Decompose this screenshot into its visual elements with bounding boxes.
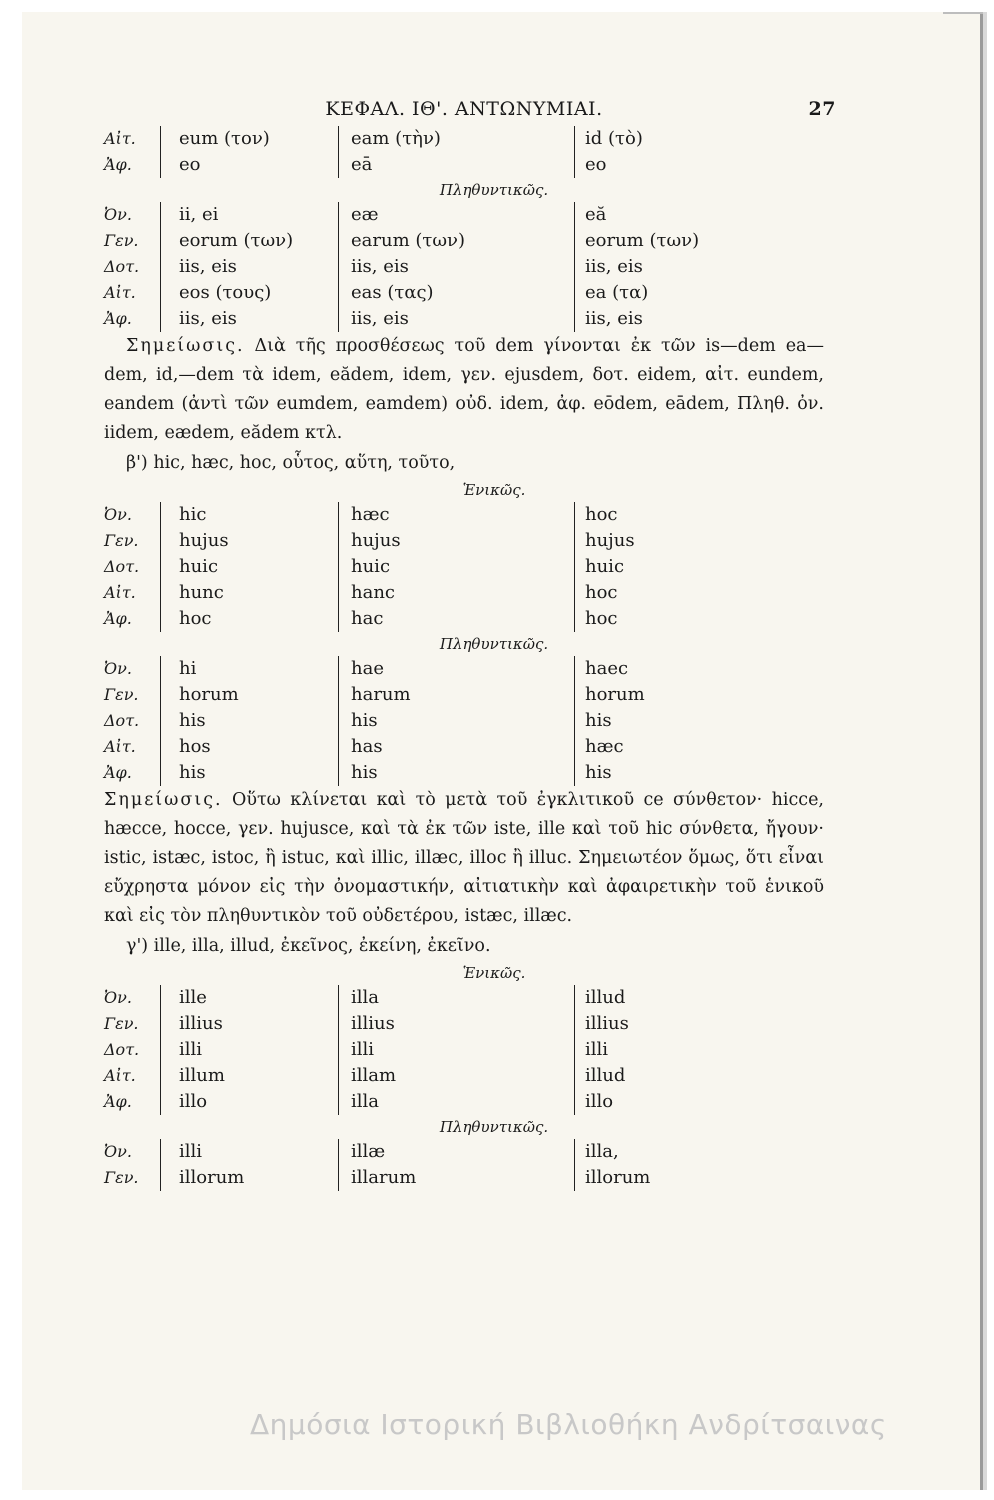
case-label: Ὀν.	[104, 205, 132, 224]
neuter-form: illud	[574, 985, 794, 1011]
feminine-form: hae	[338, 656, 574, 682]
masculine-form: huic	[160, 554, 338, 580]
case-label: Αἰτ.	[104, 737, 136, 756]
neuter-form: eă	[574, 202, 794, 228]
note-text: Οὕτω κλίνεται καὶ τὸ μετὰ τοῦ ἐγκλιτικοῦ ce σύνθετον· hicce, hæcce, hocce, γεν. hujusce, καὶ τὰ ἐκ τῶν iste, ille καὶ τοῦ hic σύνθετα, ἤγουν· istic, istæc, istoc, ἢ istuc, καὶ illic, illæc, illoc ἢ illuc. Σημειωτέον ὅμως, ὅτι εἶναι εὔχρηστα μόνον εἰς τὴν ὀνομαστικήν, αἰτιατικὴν καὶ ἀφαιρετικὴν τοῦ ἑνικοῦ καὶ εἰς τὸν πληθυντικὸν τοῦ οὐδετέρου, istæc, illæc.	[104, 790, 824, 926]
masculine-form: ille	[160, 985, 338, 1011]
masculine-form: hos	[160, 734, 338, 760]
table-row	[104, 554, 824, 580]
masculine-form: illi	[160, 1037, 338, 1063]
feminine-form: illi	[338, 1037, 574, 1063]
neuter-form: hoc	[574, 580, 794, 606]
table-row	[104, 254, 824, 280]
feminine-form: eas (τας)	[338, 280, 574, 306]
case-label: Αἰτ.	[104, 283, 136, 302]
feminine-form: hæc	[338, 502, 574, 528]
neuter-form: hujus	[574, 528, 794, 554]
masculine-form: ii, ei	[160, 202, 338, 228]
feminine-form: hanc	[338, 580, 574, 606]
note-label: Σημείωσις.	[126, 336, 245, 356]
table-row	[104, 985, 824, 1011]
case-label: Ἀφ.	[104, 155, 132, 174]
feminine-form: earum (των)	[338, 228, 574, 254]
table-row	[104, 280, 824, 306]
neuter-form: his	[574, 760, 794, 786]
feminine-form: his	[338, 708, 574, 734]
case-label: Ὀν.	[104, 988, 132, 1007]
masculine-form: illius	[160, 1011, 338, 1037]
case-label: Γεν.	[104, 1168, 139, 1187]
masculine-form: eum (τον)	[160, 126, 338, 152]
neuter-form: illi	[574, 1037, 794, 1063]
case-label: Ἀφ.	[104, 309, 132, 328]
masculine-form: illo	[160, 1089, 338, 1115]
neuter-form: iis, eis	[574, 254, 794, 280]
masculine-form: hunc	[160, 580, 338, 606]
case-label: Δοτ.	[104, 257, 140, 276]
declension-table-hic-plural	[104, 656, 824, 786]
declension-table-is-plural	[104, 202, 824, 332]
page-corner	[943, 12, 983, 54]
neuter-form: illo	[574, 1089, 794, 1115]
book-page	[22, 12, 983, 1490]
feminine-form: eam (τὴν)	[338, 126, 574, 152]
masculine-form: hoc	[160, 606, 338, 632]
masculine-form: iis, eis	[160, 306, 338, 332]
feminine-form: illius	[338, 1011, 574, 1037]
table-row	[104, 502, 824, 528]
table-row	[104, 1011, 824, 1037]
running-header	[104, 98, 836, 126]
masculine-form: iis, eis	[160, 254, 338, 280]
table-row	[104, 734, 824, 760]
neuter-form: illorum	[574, 1165, 794, 1191]
masculine-form: illum	[160, 1063, 338, 1089]
case-label: Γεν.	[104, 231, 139, 250]
table-row	[104, 708, 824, 734]
table-row	[104, 202, 824, 228]
masculine-form: his	[160, 760, 338, 786]
section-heading: γ') ille, illa, illud, ἐκεῖνος, ἐκείνη, ἐκεῖνο.	[126, 936, 491, 956]
table-row	[104, 682, 824, 708]
number-label: Ἑνικῶς.	[462, 964, 526, 982]
number-label: Πληθυντικῶς.	[439, 635, 549, 653]
masculine-form: illorum	[160, 1165, 338, 1191]
neuter-form: hoc	[574, 502, 794, 528]
case-label: Ἀφ.	[104, 763, 132, 782]
neuter-form: horum	[574, 682, 794, 708]
case-label: Ὀν.	[104, 505, 132, 524]
case-label: Γεν.	[104, 1014, 139, 1033]
feminine-form: hac	[338, 606, 574, 632]
case-label: Δοτ.	[104, 557, 140, 576]
table-row	[104, 606, 824, 632]
neuter-form: id (τὸ)	[574, 126, 794, 152]
note-paragraph	[104, 332, 824, 448]
neuter-form: haec	[574, 656, 794, 682]
masculine-form: hujus	[160, 528, 338, 554]
declension-table-is-singular	[104, 126, 824, 178]
feminine-form: iis, eis	[338, 306, 574, 332]
note-text: Διὰ τῆς προσθέσεως τοῦ dem γίνονται ἐκ τῶν is—dem ea—dem, id,—dem τὰ idem, eădem, idem, γεν. ejusdem, δοτ. eidem, αἰτ. eundem, eandem (ἀντὶ τῶν eumdem, eamdem) οὐδ. idem, ἀφ. eōdem, eādem, Πληθ. ὀν. iidem, eædem, eădem κτλ.	[104, 336, 824, 443]
masculine-form: hi	[160, 656, 338, 682]
neuter-form: illa,	[574, 1139, 794, 1165]
case-label: Ἀφ.	[104, 1092, 132, 1111]
page-number: 27	[808, 98, 836, 120]
case-label: Δοτ.	[104, 1040, 140, 1059]
feminine-form: iis, eis	[338, 254, 574, 280]
case-label: Γεν.	[104, 685, 139, 704]
case-label: Δοτ.	[104, 711, 140, 730]
table-row	[104, 152, 824, 178]
feminine-form: illæ	[338, 1139, 574, 1165]
feminine-form: illam	[338, 1063, 574, 1089]
case-label: Γεν.	[104, 531, 139, 550]
note-label: Σημείωσις.	[104, 790, 223, 810]
neuter-form: hæc	[574, 734, 794, 760]
neuter-form: huic	[574, 554, 794, 580]
chapter-title: ΚΕΦΑΛ. ΙΘ'. ΑΝΤΩΝΥΜΙΑΙ.	[325, 98, 603, 120]
feminine-form: his	[338, 760, 574, 786]
feminine-form: eā	[338, 152, 574, 178]
case-label: Ὀν.	[104, 659, 132, 678]
declension-table-hic-singular	[104, 502, 824, 632]
masculine-form: illi	[160, 1139, 338, 1165]
case-label: Ὀν.	[104, 1142, 132, 1161]
masculine-form: hic	[160, 502, 338, 528]
table-row	[104, 656, 824, 682]
table-row	[104, 306, 824, 332]
page-text	[104, 98, 836, 1191]
feminine-form: has	[338, 734, 574, 760]
table-row	[104, 126, 824, 152]
neuter-form: ea (τα)	[574, 280, 794, 306]
number-label: Πληθυντικῶς.	[439, 181, 549, 199]
feminine-form: harum	[338, 682, 574, 708]
table-row	[104, 528, 824, 554]
feminine-form: hujus	[338, 528, 574, 554]
neuter-form: illud	[574, 1063, 794, 1089]
table-row	[104, 1089, 824, 1115]
table-row	[104, 1139, 824, 1165]
number-label: Ἑνικῶς.	[462, 481, 526, 499]
neuter-form: hoc	[574, 606, 794, 632]
library-watermark: Δημόσια Ιστορική Βιβλιοθήκη Ανδρίτσαινας	[250, 1408, 887, 1441]
table-row	[104, 760, 824, 786]
neuter-form: illius	[574, 1011, 794, 1037]
declension-table-ille-plural	[104, 1139, 824, 1191]
masculine-form: his	[160, 708, 338, 734]
case-label: Αἰτ.	[104, 129, 136, 148]
feminine-form: huic	[338, 554, 574, 580]
masculine-form: eorum (των)	[160, 228, 338, 254]
note-paragraph	[104, 786, 824, 931]
feminine-form: illa	[338, 1089, 574, 1115]
masculine-form: eos (τους)	[160, 280, 338, 306]
feminine-form: illa	[338, 985, 574, 1011]
feminine-form: eæ	[338, 202, 574, 228]
case-label: Ἀφ.	[104, 609, 132, 628]
table-row	[104, 228, 824, 254]
number-label: Πληθυντικῶς.	[439, 1118, 549, 1136]
table-row	[104, 580, 824, 606]
masculine-form: eo	[160, 152, 338, 178]
neuter-form: eorum (των)	[574, 228, 794, 254]
neuter-form: eo	[574, 152, 794, 178]
case-label: Αἰτ.	[104, 1066, 136, 1085]
neuter-form: his	[574, 708, 794, 734]
feminine-form: illarum	[338, 1165, 574, 1191]
table-row	[104, 1037, 824, 1063]
masculine-form: horum	[160, 682, 338, 708]
section-heading: β') hic, hæc, hoc, οὗτος, αὕτη, τοῦτο,	[126, 453, 456, 473]
case-label: Αἰτ.	[104, 583, 136, 602]
neuter-form: iis, eis	[574, 306, 794, 332]
table-row	[104, 1063, 824, 1089]
declension-table-ille-singular	[104, 985, 824, 1115]
table-row	[104, 1165, 824, 1191]
